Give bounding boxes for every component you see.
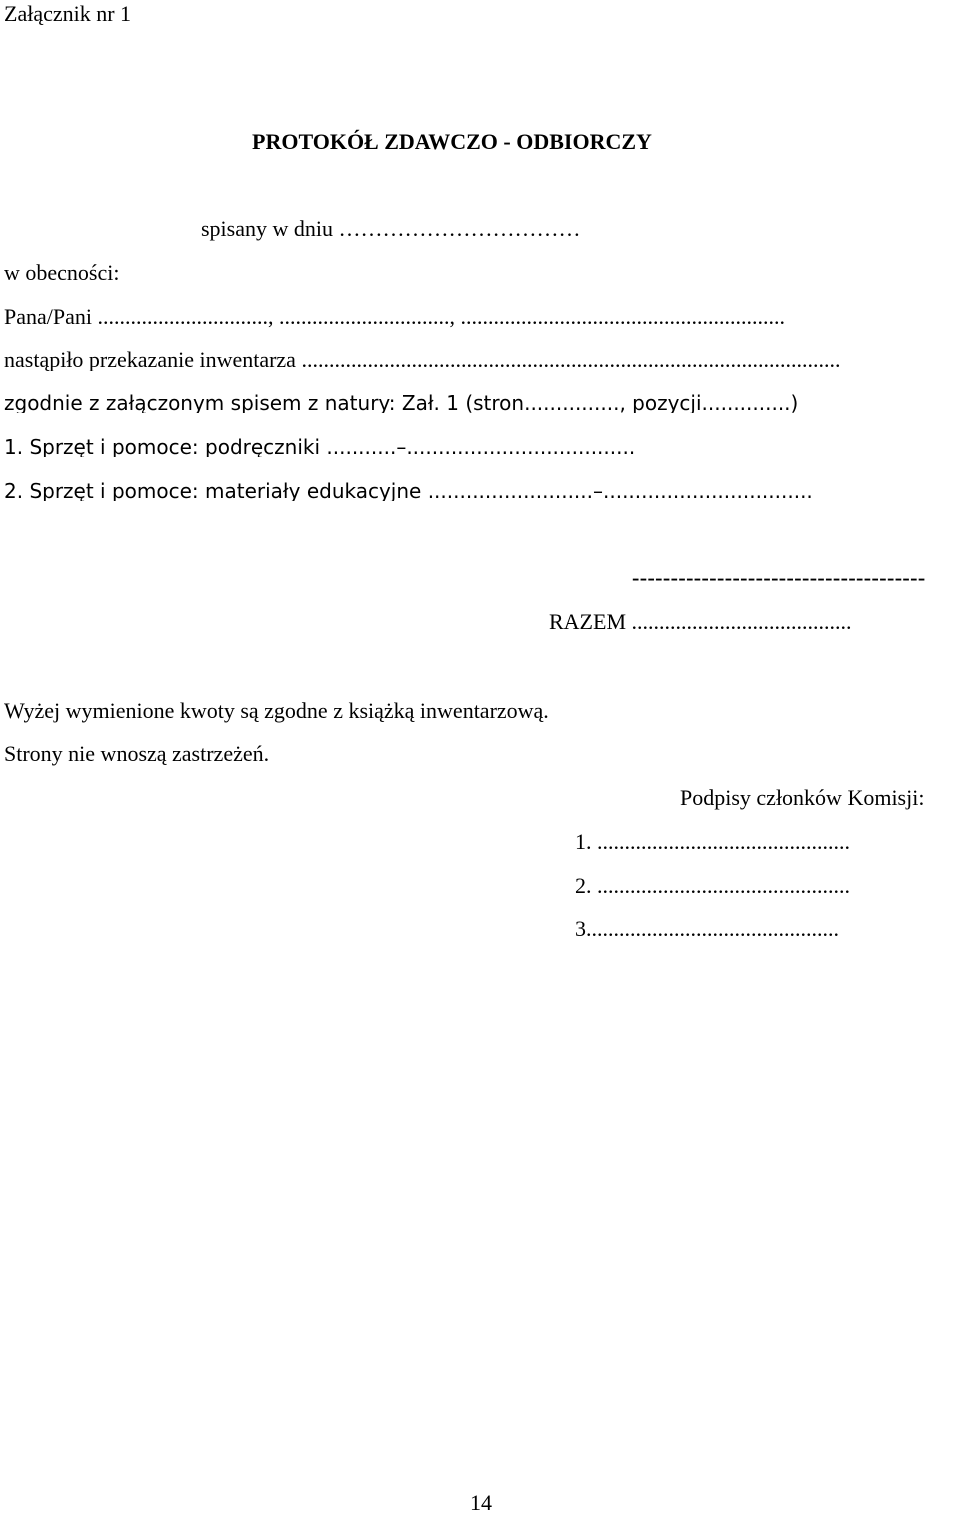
total-separator: --------------------------------------: [632, 565, 926, 590]
total-line: RAZEM ........................................: [549, 611, 852, 633]
statement-no-objections: Strony nie wnoszą zastrzeżeń.: [4, 741, 270, 766]
annex-label: Załącznik nr 1: [4, 1, 132, 26]
signature-line-2: 2. ..............................................: [575, 875, 850, 897]
statement-amounts: Wyżej wymienione kwoty są zgodne z książką inwentarzową.: [4, 698, 549, 723]
presence-label: w obecności:: [4, 260, 120, 285]
item-2-line: 2. Sprzęt i pomoce: materiały edukacyjne ..........................–.................................: [4, 481, 813, 501]
document-title: PROTOKÓŁ ZDAWCZO - ODBIORCZY: [252, 129, 652, 154]
signature-line-1: 1. ..............................................: [575, 831, 850, 853]
page-number: 14: [470, 1490, 492, 1515]
signatures-label: Podpisy członków Komisji:: [680, 785, 925, 810]
handover-line: nastąpiło przekazanie inwentarza ..................................................................................................: [4, 349, 841, 371]
signature-line-3: 3..............................................: [575, 918, 839, 940]
persons-line: Pana/Pani ..............................., ..............................., ...........................................................: [4, 306, 785, 328]
item-1-line: 1. Sprzęt i pomoce: podręczniki ...........–....................................: [4, 437, 636, 457]
attachment-line: zgodnie z załączonym spisem z natury: Zał. 1 (stron..............., pozycji..............): [4, 393, 799, 413]
drafted-on-line: spisany w dniu ……………………………: [201, 216, 581, 241]
